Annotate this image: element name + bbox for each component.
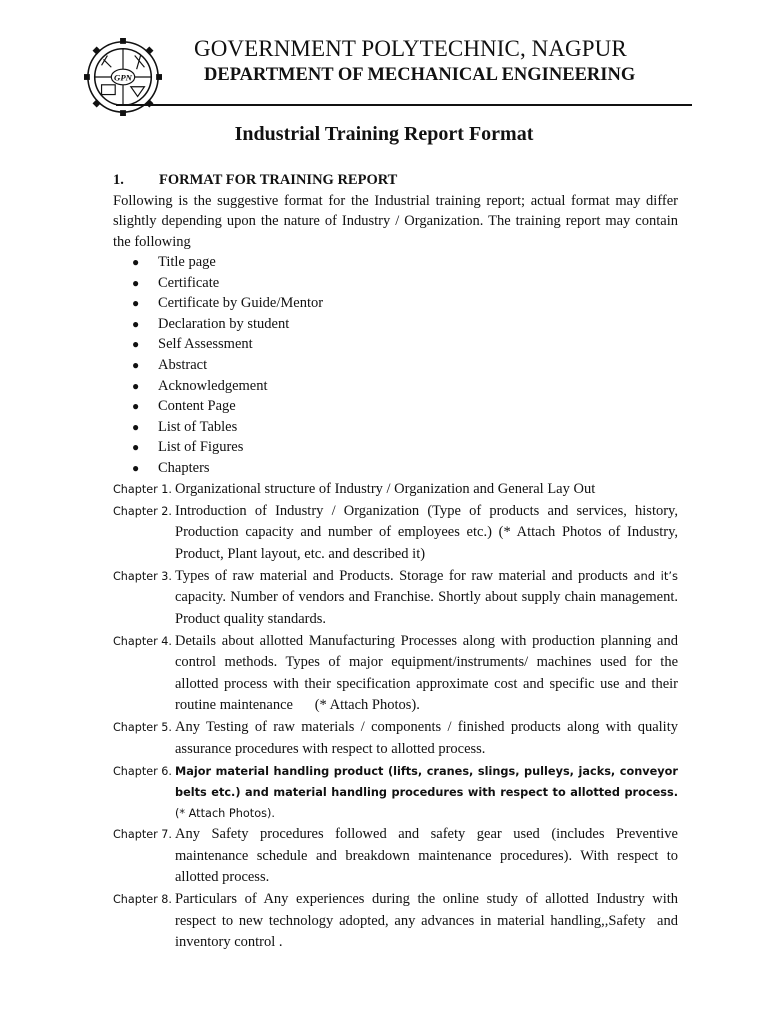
- list-item: ● List of Tables: [113, 417, 678, 438]
- chapter-text: Any Testing of raw materials / components / finished products along with quality assurance procedures with respect to allotted process.: [175, 719, 678, 757]
- chapter-3: [113, 566, 678, 631]
- chapter-6: [113, 761, 678, 824]
- chapter-text: Introduction of Industry / Organization (Type of products and services, history, Production capacity and number of employees etc.) (* Attach Photos of Industry, Product, Plant layout, etc. and described it): [175, 502, 678, 562]
- list-item: ● Abstract: [113, 355, 678, 376]
- chapter-label: Chapter 6.: [113, 764, 172, 778]
- section-title: FORMAT FOR TRAINING REPORT: [159, 172, 398, 188]
- chapter-5: [113, 717, 678, 760]
- list-item: ● Declaration by student: [113, 314, 678, 335]
- bullet-icon: ●: [132, 275, 140, 290]
- bullet-icon: ●: [132, 399, 140, 414]
- chapter-7: [113, 824, 678, 889]
- bullet-icon: ●: [132, 440, 140, 455]
- chapter-text: Details about allotted Manufacturing Processes along with production planning and control methods. Types of major equipment/instruments/ machines used for the allotted process with their specification approximate cost and specific use and their routine maintenance (* Attach Photos).: [175, 632, 682, 714]
- header-divider: [116, 104, 692, 106]
- institution-name: GOVERNMENT POLYTECHNIC, NAGPUR: [194, 36, 627, 61]
- list-item: ● List of Figures: [113, 437, 678, 458]
- bullet-icon: ●: [132, 460, 140, 475]
- intro-paragraph: Following is the suggestive format for the Industrial training report; actual format may differ slightly depending upon the nature of Industry / Organization. The training report may contain the following: [113, 192, 678, 250]
- list-item: ● Self Assessment: [113, 334, 678, 355]
- document-title: Industrial Training Report Format: [234, 123, 534, 145]
- bullet-icon: ●: [132, 316, 140, 331]
- chapter-label: Chapter 8.: [113, 893, 172, 907]
- bullet-icon: ●: [132, 357, 140, 372]
- logo-lettering: GPN: [113, 72, 133, 83]
- section-number: 1.: [113, 172, 124, 188]
- chapter-2: [113, 501, 678, 566]
- chapter-label: Chapter 5.: [113, 721, 172, 735]
- chapter-text: Particulars of Any experiences during the online study of allotted Industry with respect to new technology adopted, any advances in material handling,,Safety and inventory control .: [175, 891, 682, 951]
- document-body: [113, 170, 682, 954]
- bullet-icon: ●: [132, 378, 140, 393]
- list-item: ● Content Page: [113, 396, 678, 417]
- bullet-icon: ●: [132, 255, 140, 269]
- chapter-text: Organizational structure of Industry / Organization and General Lay Out: [175, 480, 596, 497]
- chapter-text: Major material handling product (lifts, cranes, slings, pulleys, jacks, conveyor belts etc.) and material handling procedures with respect to allotted process. (* Attach Photos).: [175, 764, 678, 820]
- section-heading: [113, 170, 678, 191]
- list-item: ● Acknowledgement: [113, 376, 678, 397]
- chapter-8: [113, 889, 682, 954]
- chapter-label: Chapter 1.: [113, 482, 172, 496]
- chapter-text: Types of raw material and Products. Storage for raw material and products and it’s capacity. Number of vendors and Franchise. Shortly about supply chain management. Product quality standards.: [175, 567, 678, 627]
- chapter-text: Any Safety procedures followed and safety gear used (includes Preventive maintenance schedule and breakdown maintenance procedures). With respect to allotted process.: [175, 826, 678, 886]
- chapter-label: Chapter 2.: [113, 504, 172, 518]
- list-item: ● Chapters: [113, 458, 678, 479]
- chapter-label: Chapter 4.: [113, 634, 172, 648]
- chapter-4: [113, 631, 682, 717]
- list-item: ● Title page: [113, 252, 678, 273]
- chapter-label: Chapter 7.: [113, 828, 172, 842]
- bullet-icon: ●: [132, 296, 140, 311]
- list-item: ● Certificate by Guide/Mentor: [113, 293, 678, 314]
- report-contents-list: [113, 252, 678, 479]
- bullet-icon: ●: [132, 419, 140, 434]
- department-name: DEPARTMENT OF MECHANICAL ENGINEERING: [204, 65, 636, 85]
- chapter-label: Chapter 3.: [113, 569, 172, 583]
- chapter-1: [113, 479, 678, 501]
- bullet-icon: ●: [132, 337, 140, 352]
- list-item: ● Certificate: [113, 273, 678, 294]
